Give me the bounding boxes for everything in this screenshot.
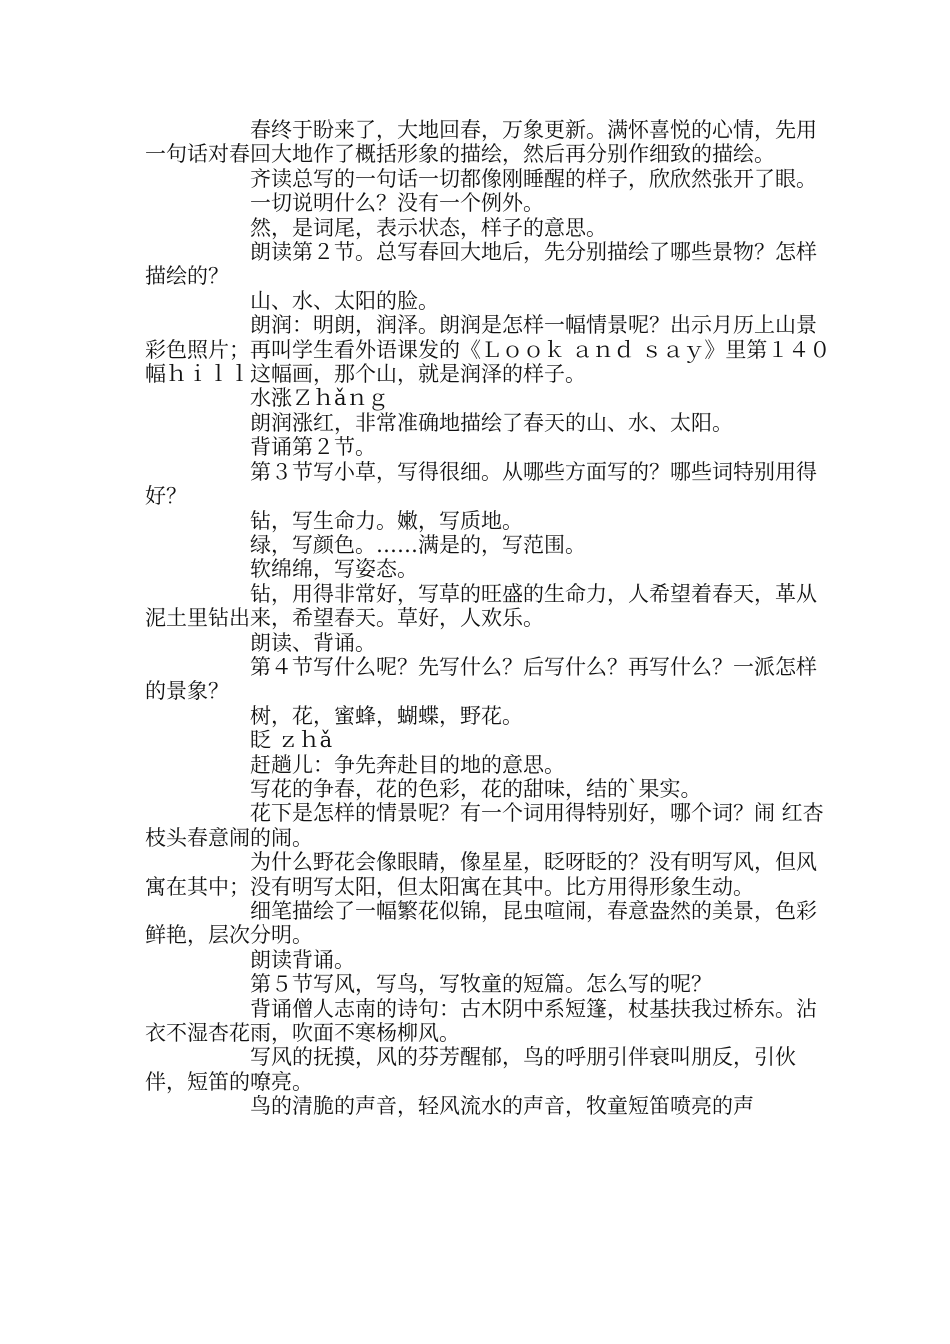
paragraph: 写花的争春，花的色彩，花的甜味，结的`果实。 [250,776,702,801]
paragraph: 赶趟儿：争先奔赴目的地的意思。 [250,752,565,777]
paragraph: 水涨Ｚｈǎｎｇ [250,386,389,411]
paragraph: 绿，写颜色。……满是的，写范围。 [250,532,586,557]
paragraph: 为什么野花会像眼睛，像星星，眨呀眨的？没有明写风，但风寓在其中；没有明写太阳，但太阳寓在其中。比方用得形象生动。 [145,850,817,899]
paragraph: 细笔描绘了一幅繁花似锦，昆虫喧闹，春意盎然的美景，色彩鲜艳，层次分明。 [145,899,817,948]
paragraph: 第３节写小草，写得很细。从哪些方面写的？哪些词特别用得好？ [145,459,817,509]
paragraph: 山、水、太阳的脸。 [250,288,439,313]
paragraph: 钻，用得非常好，写草的旺盛的生命力，人希望着春天，革从泥土里钻出来，希望春天。草好，人欢乐。 [145,581,817,631]
paragraph: 朗润：明朗，润泽。朗润是怎样一幅情景呢？出示月历上山景彩色照片；再叫学生看外语课发的《Ｌｏｏｋ ａｎｄ ｓａｙ》里第１４０幅ｈｉｌｌ这幅画，那个山，就是润泽的样子。 [145,313,831,387]
paragraph: 花下是怎样的情景呢？有一个词用得特别好，哪个词？闹 红杏枝头春意闹的闹。 [145,801,824,850]
paragraph: 朗读第２节。总写春回大地后，先分别描绘了哪些景物？怎样描绘的？ [145,240,817,289]
paragraph: 然，是词尾，表示状态，样子的意思。 [250,215,607,240]
paragraph: 软绵绵，写姿态。 [250,557,418,582]
paragraph: 第４节写什么呢？先写什么？后写什么？再写什么？一派怎样的景象？ [145,654,817,704]
paragraph: 钻，写生命力。嫩，写质地。 [250,508,523,533]
paragraph: 齐读总写的一句话一切都像刚睡醒的样子，欣欣然张开了眼。 [250,166,817,191]
paragraph: 朗润涨红，非常准确地描绘了春天的山、水、太阳。 [250,410,733,435]
paragraph: 朗读、背诵。 [250,630,376,655]
paragraph: 树，花，蜜蜂，蝴蝶，野花。 [250,703,523,728]
paragraph: 第５节写风，写鸟，写牧童的短篇。怎么写的呢？ [250,972,712,997]
paragraph: 背诵僧人志南的诗句：古木阴中系短篷，杖基扶我过桥东。沾衣不湿杏花雨，吹面不寒杨柳风。 [145,996,817,1046]
paragraph: 春终于盼来了，大地回春，万象更新。满怀喜悦的心情，先用一句话对春回大地作了概括形象的描绘，然后再分别作细致的描绘。 [145,118,817,167]
paragraph: 眨 ｚｈǎ [250,728,333,753]
paragraph: 背诵第２节。 [250,435,376,460]
document-body [145,118,835,1119]
paragraph: 一切说明什么？没有一个例外。 [250,191,544,216]
paragraph: 写风的抚摸，风的芬芳醒郁，鸟的呼朋引伴衰叫朋反，引伙伴，短笛的嘹亮。 [145,1045,796,1094]
paragraph: 鸟的清脆的声音，轻风流水的声音，牧童短笛喷亮的声 [250,1094,754,1119]
paragraph: 朗读背诵。 [250,947,355,972]
